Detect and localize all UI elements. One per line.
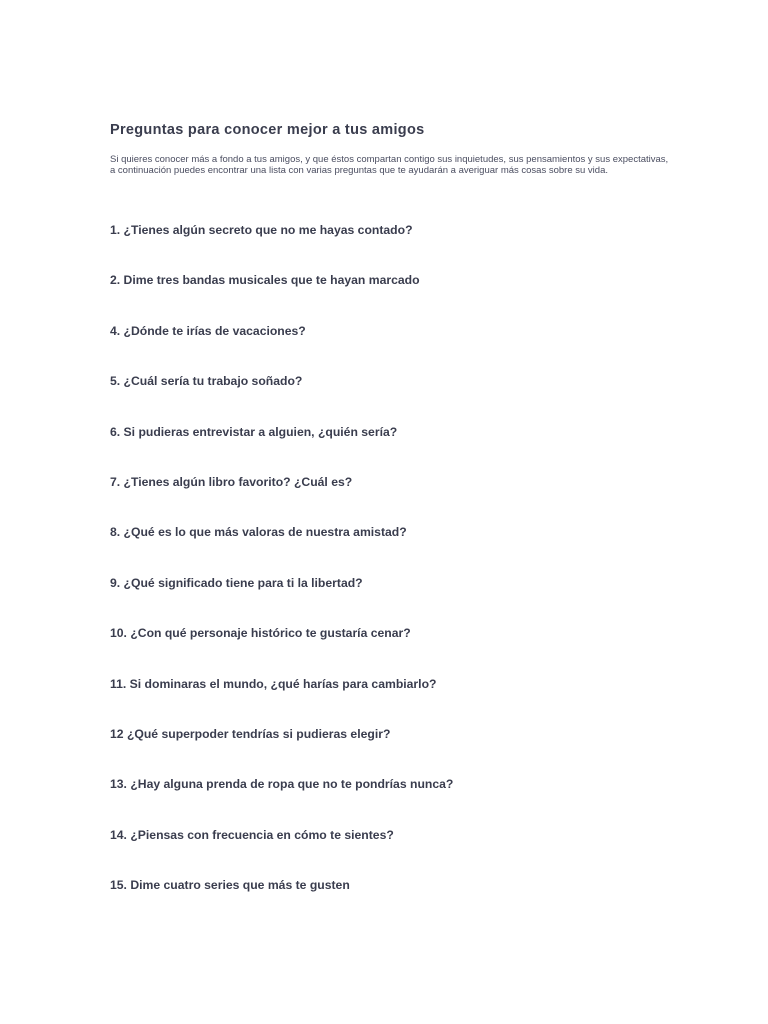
question-item: 14. ¿Piensas con frecuencia en cómo te sientes? — [110, 827, 394, 842]
question-item: 11. Si dominaras el mundo, ¿qué harías para cambiarlo? — [110, 676, 437, 691]
question-item: 1. ¿Tienes algún secreto que no me hayas contado? — [110, 223, 413, 237]
question-item: 10. ¿Con qué personaje histórico te gustaría cenar? — [110, 626, 411, 641]
question-list — [110, 222, 453, 927]
question-item: 13. ¿Hay alguna prenda de ropa que no te pondrías nunca? — [110, 777, 454, 792]
intro-paragraph: Si quieres conocer más a fondo a tus amigos, y que éstos compartan contigo sus inquietudes, sus pensamientos y sus expectativas, a continuación puedes encontrar una lista con varias preguntas que te ayudarán a averiguar más cosas sobre su vida. — [110, 154, 669, 176]
question-item: 15. Dime cuatro series que más te gusten — [110, 878, 350, 893]
question-item: 7. ¿Tienes algún libro favorito? ¿Cuál es? — [110, 474, 353, 489]
question-item: 6. Si pudieras entrevistar a alguien, ¿quién sería? — [110, 424, 398, 439]
document-title: Preguntas para conocer mejor a tus amigos — [110, 122, 425, 138]
question-item: 12 ¿Qué superpoder tendrías si pudieras elegir? — [110, 726, 391, 741]
question-item: 8. ¿Qué es lo que más valoras de nuestra amistad? — [110, 525, 407, 540]
question-item: 5. ¿Cuál sería tu trabajo soñado? — [110, 374, 303, 389]
question-item: 4. ¿Dónde te irías de vacaciones? — [110, 323, 306, 338]
question-item: 2. Dime tres bandas musicales que te hayan marcado — [110, 273, 420, 288]
question-item: 9. ¿Qué significado tiene para ti la libertad? — [110, 575, 363, 590]
